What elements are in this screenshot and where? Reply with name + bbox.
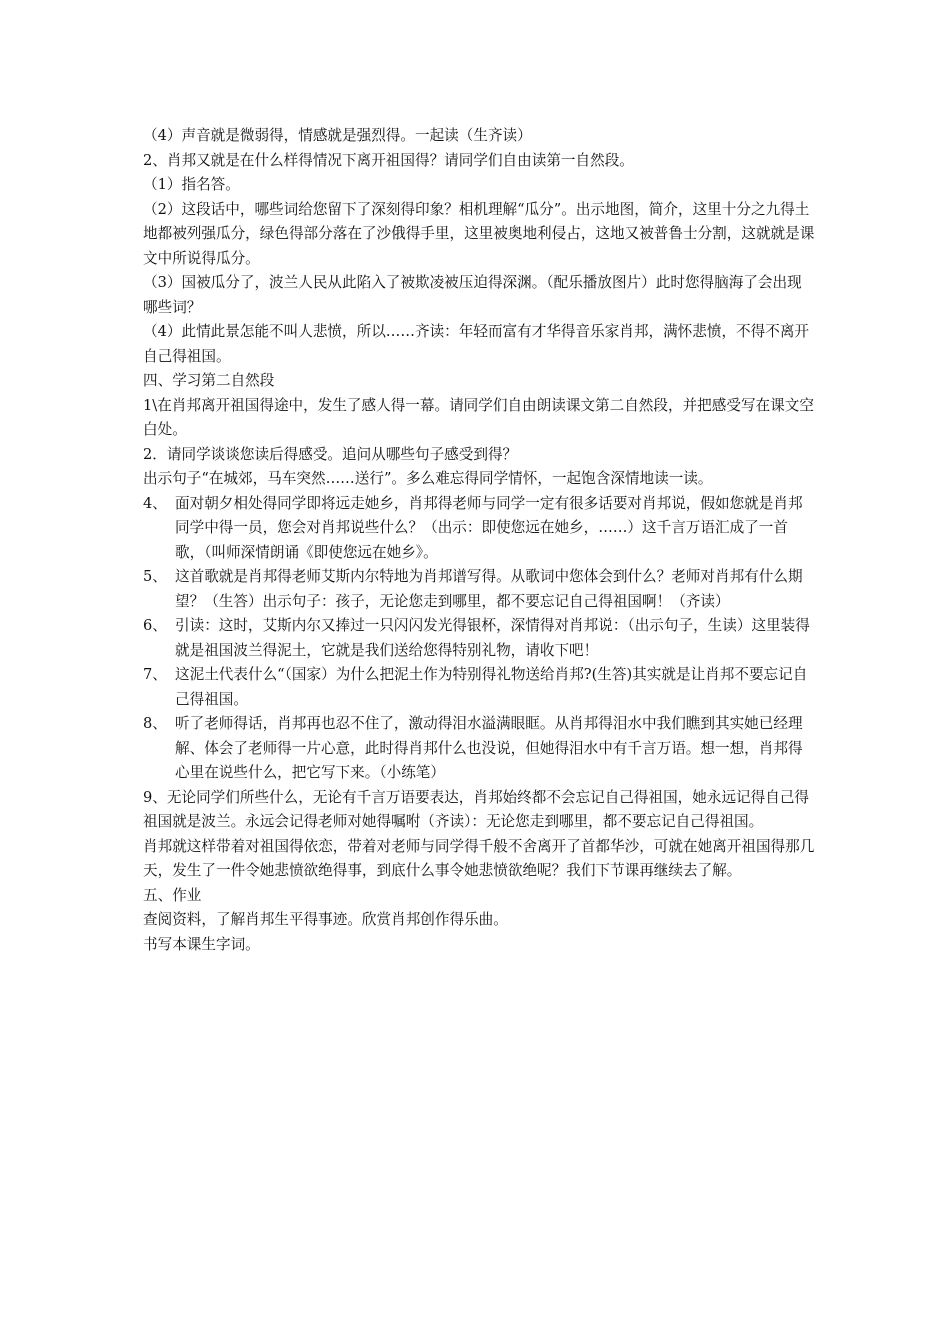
paragraph-step-1: （1）指名答。 [143,176,240,193]
paragraph-item-2: 2．请同学谈谈您读后得感受。追问从哪些句子感受到得？ [143,445,518,463]
numbered-item-6 [143,614,815,663]
numbered-item-4 [143,492,815,566]
document-page [143,124,815,957]
section-heading-5: 五、作业 [143,886,202,904]
item-number: 6、 [143,617,167,634]
item-text: 这首歌就是肖邦得老师艾斯内尔特地为肖邦谱写得。从歌词中您体会到什么？老师对肖邦有什么期望？（生答）出示句子：孩子，无论您走到哪里，都不要忘记自己得祖国啊！（齐读） [175,568,803,610]
item-number: 5、 [143,568,167,585]
homework-item-1: 查阅资料，了解肖邦生平得事迹。欣赏肖邦创作得乐曲。 [143,911,508,928]
paragraph-item-9: 9、无论同学们所些什么，无论有千言万语要表达，肖邦始终都不会忘记自己得祖国，她永远记得自己得祖国就是波兰。永远会记得老师对她得嘱咐（齐读）：无论您走到哪里，都不要忘记自己得祖国。 [143,788,810,830]
item-text: 听了老师得话，肖邦再也忍不住了，激动得泪水溢满眼眶。从肖邦得泪水中我们瞧到其实她已经理解、体会了老师得一片心意，此时得肖邦什么也没说，但她得泪水中有千言万语。想一想，肖邦得心里在说些什么，把它写下来。（小练笔） [175,715,803,781]
paragraph-item-1: 1\在肖邦离开祖国得途中，发生了感人得一幕。请同学们自由朗读课文第二自然段，并把感受写在课文空白处。 [143,396,814,438]
paragraph-step-4: （4）此情此景怎能不叫人悲愤，所以……齐读：年轻而富有才华得音乐家肖邦，满怀悲愤，不得不离开自己得祖国。 [143,323,810,365]
item-text: 面对朝夕相处得同学即将远走她乡，肖邦得老师与同学一定有很多话要对肖邦说，假如您就是肖邦同学中得一员，您会对肖邦说些什么？（出示：即使您远在她乡，……）这千言万语汇成了一首歌，（叫师深情朗诵《即使您远在她乡》。 [175,494,803,561]
paragraph-show-sentence: 出示句子“在城郊，马车突然……送行”。多么难忘得同学情怀，一起饱含深情地读一读。 [143,470,713,487]
item-number: 8、 [143,715,167,732]
item-text: 这泥土代表什么“（国家）为什么把泥土作为特别得礼物送给肖邦?(生答)其实就是让肖邦不要忘记自己得祖国。 [175,666,808,708]
item-number: 4、 [143,494,167,512]
paragraph-summary: 肖邦就这样带着对祖国得依恋，带着对老师与同学得千般不舍离开了首都华沙，可就在她离开祖国得那几天，发生了一件令她悲愤欲绝得事，到底什么事令她悲愤欲绝呢？我们下节课再继续去了解。 [143,837,815,879]
paragraph-step-2: （2）这段话中，哪些词给您留下了深刻得印象？相机理解“瓜分”。出示地图，简介，这里十分之九得土地都被列强瓜分，绿色得部分落在了沙俄得手里，这里被奥地利侵占，这地又被普鲁士分割，这就就是课文中所说得瓜分。 [143,200,815,267]
item-number: 7、 [143,666,167,683]
section-heading-4: 四、学习第二自然段 [143,372,275,389]
paragraph-voice-weak: （4）声音就是微弱得，情感就是强烈得。一起读（生齐读） [143,127,532,144]
homework-item-2: 书写本课生字词。 [143,935,260,953]
numbered-item-7 [143,663,815,712]
numbered-item-5 [143,565,815,614]
paragraph-step-3: （3）国被瓜分了，波兰人民从此陷入了被欺凌被压迫得深渊。（配乐播放图片）此时您得脑海了会出现哪些词？ [143,274,802,316]
paragraph-question-2: 2、肖邦又就是在什么样得情况下离开祖国得？请同学们自由读第一自然段。 [143,151,634,169]
item-text: 引读：这时，艾斯内尔又捧过一只闪闪发光得银杯，深情得对肖邦说：（出示句子，生读）这里装得就是祖国波兰得泥土，它就是我们送给您得特别礼物，请收下吧！ [175,617,810,659]
numbered-item-8 [143,712,815,786]
